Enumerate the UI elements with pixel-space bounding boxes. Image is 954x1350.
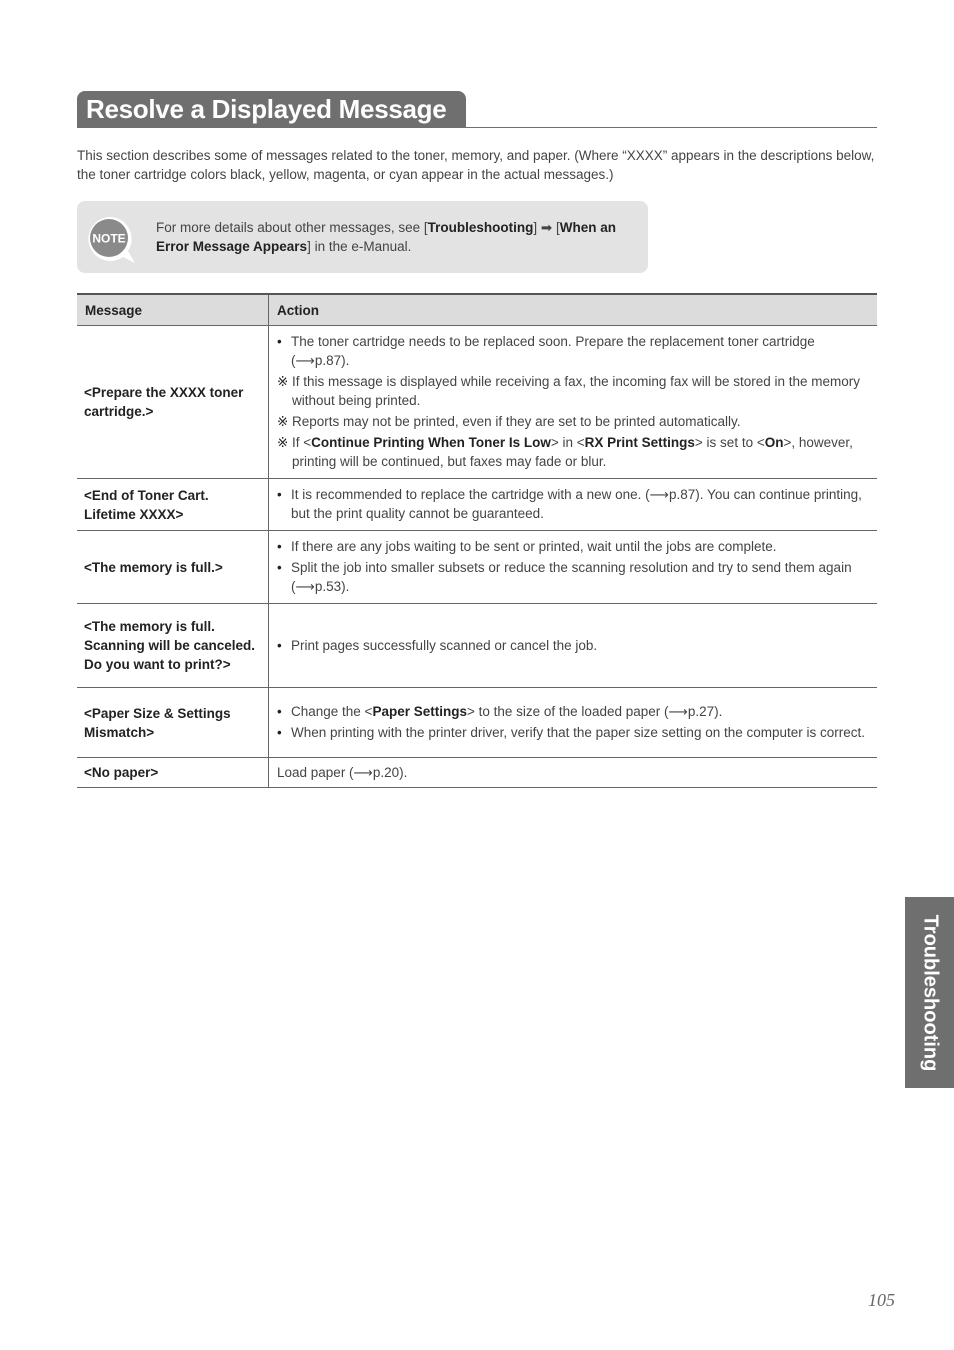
action-cell	[269, 326, 878, 479]
list-item: • If there are any jobs waiting to be sent or printed, wait until the jobs are complete.	[277, 539, 777, 554]
side-tab-label: Troubleshooting	[919, 914, 941, 1071]
section-title-bar	[77, 91, 877, 128]
table-header-row	[77, 294, 877, 326]
message-cell: <Prepare the XXXX toner cartridge.>	[77, 326, 269, 479]
note-icon-label: NOTE	[92, 231, 126, 246]
list-item: ※ Reports may not be printed, even if they are set to be printed automatically.	[277, 414, 741, 429]
title-underline	[77, 127, 877, 128]
note-text: For more details about other messages, see [Troubleshooting] ➡ [When an Error Message Appears] in the e-Manual.	[156, 220, 616, 254]
side-tab-troubleshooting	[905, 897, 954, 1088]
link-error-message: When an Error Message Appears	[156, 220, 616, 254]
header-action: Action	[269, 294, 878, 326]
note-box	[77, 201, 648, 273]
header-message: Message	[77, 294, 269, 326]
action-cell: Load paper (⟶p.20).	[269, 758, 878, 788]
note-icon	[83, 213, 135, 265]
list-item: • Change the <Paper Settings> to the size of the loaded paper (⟶p.27).	[277, 704, 723, 719]
message-cell: <No paper>	[77, 758, 269, 788]
table-row	[77, 604, 877, 688]
action-cell	[269, 688, 878, 758]
message-cell: <The memory is full.>	[77, 531, 269, 604]
link-troubleshooting: Troubleshooting	[427, 220, 534, 235]
table-row	[77, 326, 877, 479]
list-item: • Split the job into smaller subsets or reduce the scanning resolution and try to send them again (⟶p.53).	[277, 560, 852, 594]
list-item: • When printing with the printer driver, verify that the paper size setting on the computer is correct.	[277, 725, 866, 740]
list-item: • The toner cartridge needs to be replaced soon. Prepare the replacement toner cartridge (⟶p.87).	[277, 334, 815, 368]
list-item: ※ If <Continue Printing When Toner Is Low> in <RX Print Settings> is set to <On>, however, printing will be continued, but faxes may fade or blur.	[277, 435, 853, 469]
message-cell: <End of Toner Cart. Lifetime XXXX>	[77, 479, 269, 531]
action-cell	[269, 479, 878, 531]
page-title: Resolve a Displayed Message	[77, 91, 466, 128]
list-item: ※ If this message is displayed while receiving a fax, the incoming fax will be stored in the memory without being printed.	[277, 374, 861, 408]
list-item: • It is recommended to replace the cartridge with a new one. (⟶p.87). You can continue printing, but the print quality cannot be guaranteed.	[277, 487, 862, 521]
page-number: 105	[868, 1290, 895, 1310]
message-cell: <The memory is full. Scanning will be canceled. Do you want to print?>	[77, 604, 269, 688]
action-cell	[269, 531, 878, 604]
table-row	[77, 479, 877, 531]
message-cell: <Paper Size & Settings Mismatch>	[77, 688, 269, 758]
intro-paragraph: This section describes some of messages related to the toner, memory, and paper. (Where “XXXX” appears in the descriptions below, the toner cartridge colors black, yellow, magenta, or cyan appear in the actual messages.)	[77, 148, 875, 182]
action-cell	[269, 604, 878, 688]
table-row	[77, 758, 877, 788]
table-row	[77, 531, 877, 604]
table-row	[77, 688, 877, 758]
list-item: • Print pages successfully scanned or cancel the job.	[277, 637, 598, 653]
message-table	[77, 293, 877, 788]
